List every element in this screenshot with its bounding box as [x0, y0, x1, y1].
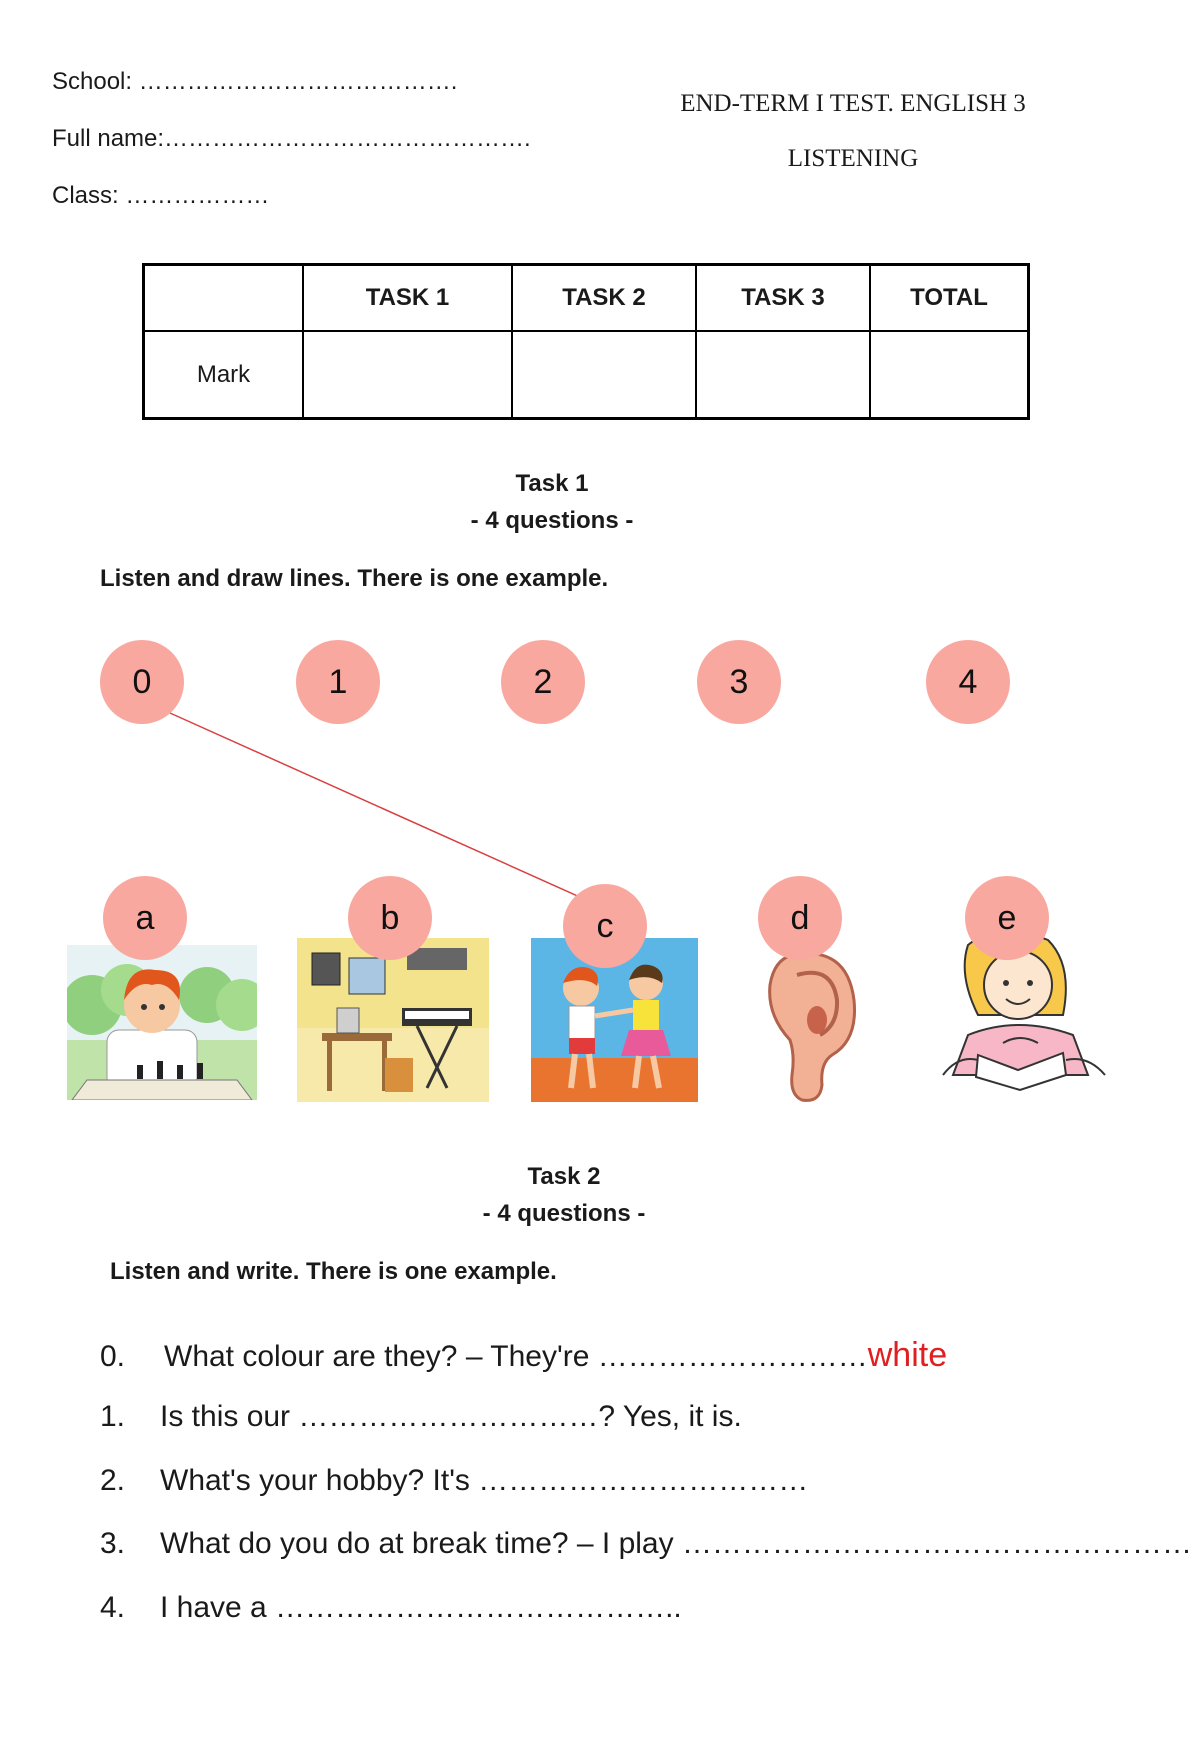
question-row-0 [100, 1336, 947, 1375]
letter-circle-e[interactable]: e [965, 876, 1049, 960]
mark-table-header-cell: TASK 1 [303, 265, 512, 332]
question-row-2 [100, 1464, 808, 1498]
letter-circle-d[interactable]: d [758, 876, 842, 960]
picture-ear[interactable] [762, 945, 862, 1105]
question-text[interactable]: I have a ………………………………….. [160, 1591, 682, 1624]
question-number: 1. [100, 1400, 126, 1433]
full-name-field: Full name:………………………………………. [52, 125, 531, 152]
task2-instruction: Listen and write. There is one example. [110, 1258, 557, 1285]
music-room-illustration [297, 938, 489, 1102]
letter-circle-b[interactable]: b [348, 876, 432, 960]
question-number: 2. [100, 1464, 126, 1497]
example-connector-line [170, 713, 582, 898]
picture-music-room[interactable] [297, 938, 489, 1102]
chess-boy-illustration [67, 945, 257, 1100]
question-text[interactable]: What's your hobby? It's …………………………… [160, 1464, 809, 1497]
mark-table-header-cell: TOTAL [870, 265, 1029, 332]
question-row-4 [100, 1591, 682, 1625]
letter-circle-c[interactable]: c [563, 884, 647, 968]
task1-instruction: Listen and draw lines. There is one example. [100, 565, 609, 592]
class-field: Class: ……………… [52, 182, 270, 209]
test-title: END-TERM I TEST. ENGLISH 3 [680, 90, 1026, 117]
ear-illustration [762, 945, 862, 1105]
task2-subtitle: - 4 questions - [482, 1200, 646, 1227]
question-row-3 [100, 1527, 1192, 1561]
letter-circle-a[interactable]: a [103, 876, 187, 960]
question-number: 3. [100, 1527, 126, 1560]
question-text[interactable]: What do you do at break time? – I play …………………………………………… [160, 1527, 1192, 1560]
question-number: 0. [100, 1340, 126, 1373]
mark-row-label: Mark [144, 331, 304, 419]
picture-boy-playing-chess[interactable] [67, 945, 257, 1100]
number-circle-0[interactable]: 0 [100, 640, 184, 724]
task1-subtitle: - 4 questions - [470, 507, 634, 534]
section-title: LISTENING [787, 145, 919, 172]
task2-title: Task 2 [527, 1163, 601, 1190]
question-text[interactable]: Is this our …………………………? Yes, it is. [160, 1400, 742, 1433]
number-circle-2[interactable]: 2 [501, 640, 585, 724]
question-text: What colour are they? – They're ……………………… [164, 1340, 868, 1373]
school-field: School: …………………………………. [52, 68, 458, 95]
example-answer: white [867, 1336, 948, 1374]
question-number: 4. [100, 1591, 126, 1624]
question-row-1 [100, 1400, 742, 1434]
mark-table-header-cell: TASK 3 [696, 265, 870, 332]
number-circle-3[interactable]: 3 [697, 640, 781, 724]
number-circle-4[interactable]: 4 [926, 640, 1010, 724]
task1-title: Task 1 [515, 470, 589, 497]
mark-table-header-cell: TASK 2 [512, 265, 696, 332]
number-circle-1[interactable]: 1 [296, 640, 380, 724]
